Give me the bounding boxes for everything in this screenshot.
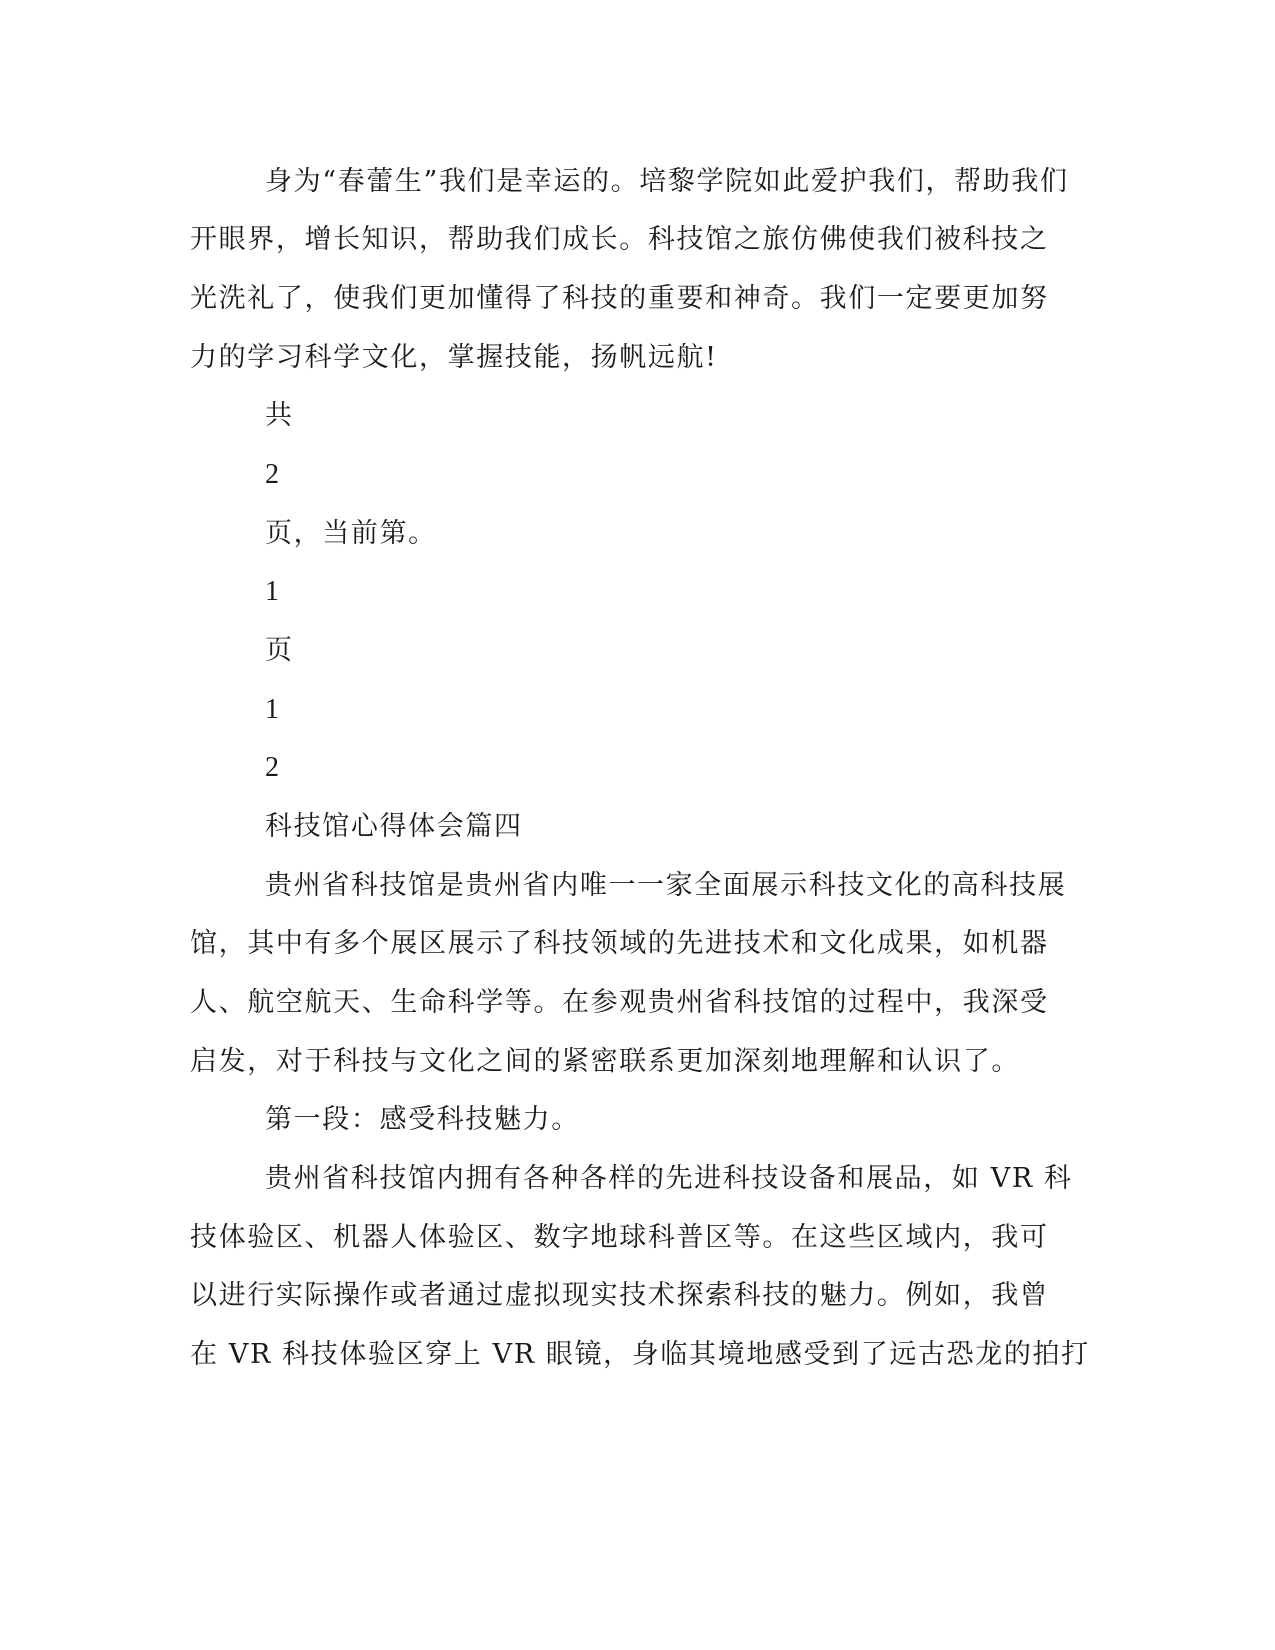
pagination-page-link-1[interactable]: 1	[265, 694, 281, 725]
pagination-current-label: 页，当前第。	[265, 518, 437, 549]
pagination-page-link-2[interactable]: 2	[265, 752, 281, 783]
paragraph2-line-4: 启发，对于科技与文化之间的紧密联系更加深刻地理解和认识了。	[190, 1046, 1020, 1077]
subheading: 第一段：感受科技魅力。	[265, 1104, 580, 1135]
paragraph3-line-3: 以进行实际操作或者通过虚拟现实技术探索科技的魅力。例如，我曾	[190, 1280, 1049, 1311]
pagination-total-prefix: 共	[265, 400, 294, 431]
paragraph3-line-4: 在 VR 科技体验区穿上 VR 眼镜，身临其境地感受到了远古恐龙的拍打	[190, 1339, 1090, 1370]
paragraph2-line-1: 贵州省科技馆是贵州省内唯一一家全面展示科技文化的高科技展	[265, 870, 1067, 901]
paragraph2-line-3: 人、航空航天、生命科学等。在参观贵州省科技馆的过程中，我深受	[190, 987, 1049, 1018]
pagination-current-page: 1	[265, 576, 281, 607]
paragraph1-line-4: 力的学习科学文化，掌握技能，扬帆远航!	[190, 342, 718, 373]
pagination-page-suffix: 页	[265, 635, 294, 666]
paragraph1-line-3: 光洗礼了，使我们更加懂得了科技的重要和神奇。我们一定要更加努	[190, 283, 1049, 314]
paragraph2-line-2: 馆，其中有多个展区展示了科技领域的先进技术和文化成果，如机器	[190, 928, 1049, 959]
paragraph3-line-2: 技体验区、机器人体验区、数字地球科普区等。在这些区域内，我可	[190, 1222, 1049, 1253]
paragraph1-line-2: 开眼界，增长知识，帮助我们成长。科技馆之旅仿佛使我们被科技之	[190, 224, 1049, 255]
pagination-total-pages: 2	[265, 459, 281, 490]
section-title: 科技馆心得体会篇四	[265, 811, 523, 842]
paragraph3-line-1: 贵州省科技馆内拥有各种各样的先进科技设备和展品，如 VR 科	[265, 1163, 1073, 1194]
paragraph1-line-1: 身为“春蕾生”我们是幸运的。培黎学院如此爱护我们，帮助我们	[265, 166, 1069, 197]
